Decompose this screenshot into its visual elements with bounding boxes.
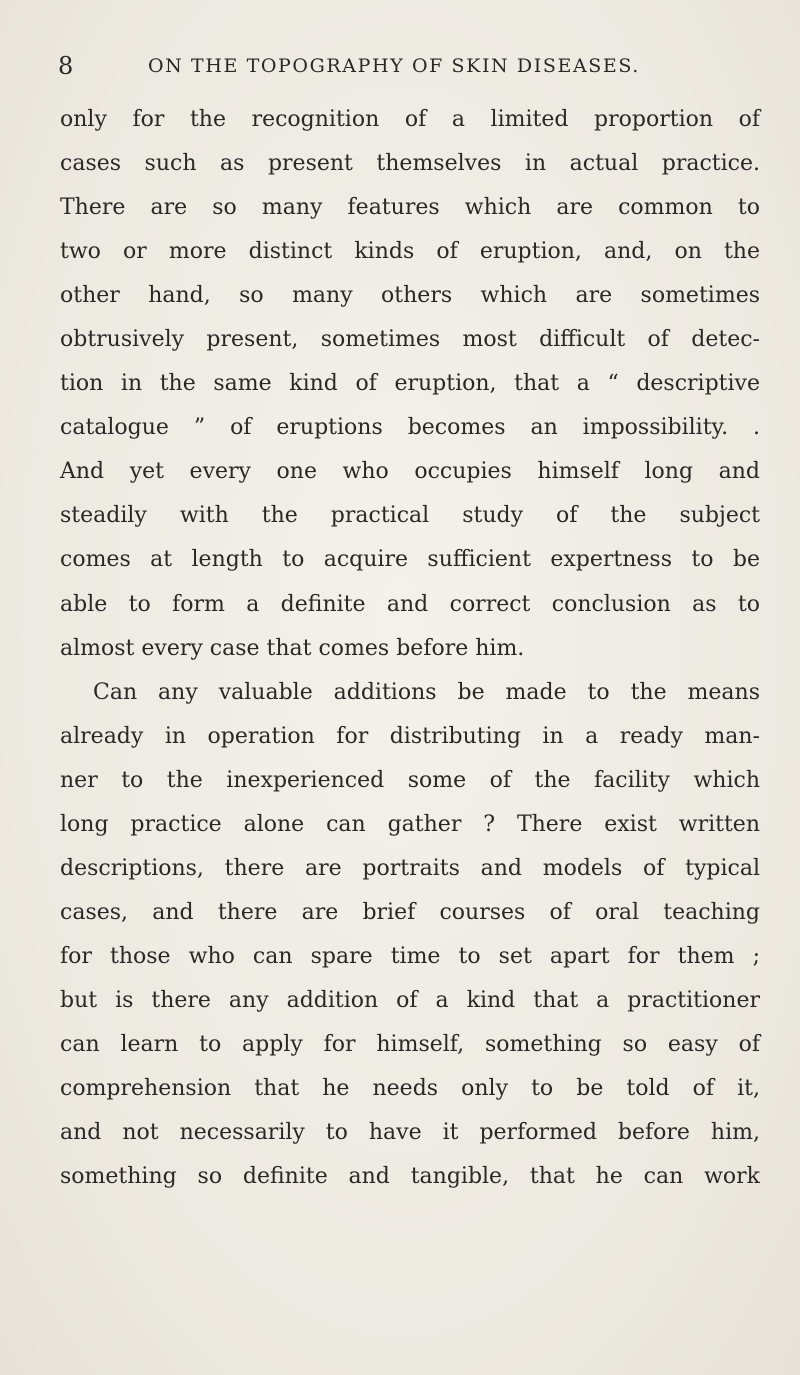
running-title: ON THE TOPOGRAPHY OF SKIN DISEASES. xyxy=(148,55,640,77)
body-text xyxy=(60,98,760,1199)
text-line: for those who can spare time to set apart for them ; xyxy=(60,943,760,969)
text-line: comes at length to acquire sufficient expertness to be xyxy=(60,547,760,573)
text-line: cases such as present themselves in actual practice. xyxy=(60,151,760,177)
text-line: tion in the same kind of eruption, that a “ descriptive xyxy=(60,371,760,397)
text-line: And yet every one who occupies himself long and xyxy=(60,459,760,485)
text-line: something so definite and tangible, that he can work xyxy=(60,1164,760,1190)
text-line: almost every case that comes before him. xyxy=(60,635,525,661)
text-line: Can any valuable additions be made to the means xyxy=(93,679,760,705)
text-line: other hand, so many others which are sometimes xyxy=(60,283,760,309)
page-number: 8 xyxy=(58,52,74,80)
text-line: and not necessarily to have it performed before him, xyxy=(60,1120,760,1146)
text-line: ner to the inexperienced some of the facility which xyxy=(60,767,760,793)
text-line: able to form a definite and correct conclusion as to xyxy=(60,591,760,617)
text-line: obtrusively present, sometimes most difficult of detec- xyxy=(60,327,760,353)
text-line: catalogue ” of eruptions becomes an impossibility. . xyxy=(60,415,760,441)
text-line: cases, and there are brief courses of oral teaching xyxy=(60,899,760,925)
text-line: two or more distinct kinds of eruption, and, on the xyxy=(60,239,760,265)
text-line: long practice alone can gather ? There exist written xyxy=(60,811,760,837)
text-line: There are so many features which are common to xyxy=(60,195,760,221)
text-line: but is there any addition of a kind that a practitioner xyxy=(60,987,760,1013)
page-header xyxy=(58,52,748,82)
text-line: can learn to apply for himself, something so easy of xyxy=(60,1031,760,1057)
text-line: descriptions, there are portraits and models of typical xyxy=(60,855,760,881)
text-line: steadily with the practical study of the subject xyxy=(60,503,760,529)
text-line: already in operation for distributing in a ready man- xyxy=(60,723,760,749)
text-line: only for the recognition of a limited proportion of xyxy=(60,107,760,132)
text-line: comprehension that he needs only to be told of it, xyxy=(60,1076,760,1102)
